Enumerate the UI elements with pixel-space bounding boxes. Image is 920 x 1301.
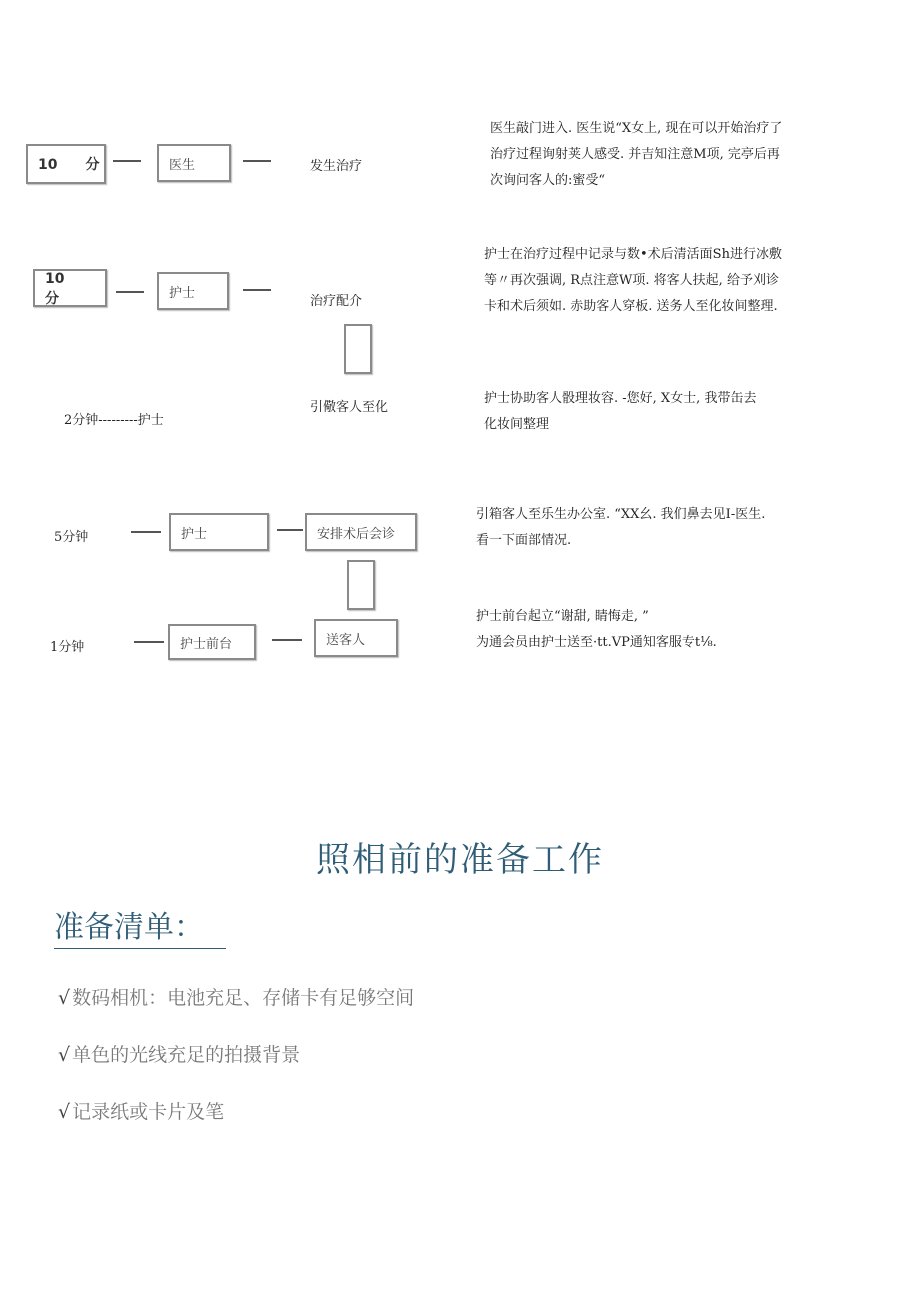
role-box-nurse-row4: 护士 xyxy=(169,513,269,551)
connector-line xyxy=(272,639,302,641)
role-box-nurse: 护士 xyxy=(157,272,229,310)
checklist-item-text: 数码相机：电池充足、存储卡有足够空间 xyxy=(72,987,415,1009)
stage-label-row3: 引儆客人至化 xyxy=(310,400,389,415)
action-box-consultation: 安排术后会诊 xyxy=(305,513,417,551)
note-line: 等〃再次强调, R点注意W项. 将客人扶起, 给予刈诊 xyxy=(484,273,779,288)
note-line: 次询问客人的:蜜受“ xyxy=(490,173,606,188)
checklist-heading: 准备清单： xyxy=(54,908,226,949)
note-line: 引箱客人至乐生办公室. “XX幺. 我们鼻去见I-医生. xyxy=(476,507,766,522)
note-line: 护士前台起立“谢甜, 睛悔走, ” xyxy=(476,609,649,624)
time-box-row2: 10 分 xyxy=(33,269,107,307)
vertical-connector-box xyxy=(344,324,372,374)
section-title: 照相前的准备工作 xyxy=(316,840,604,880)
time-label-row4: 5分钟 xyxy=(54,530,89,545)
connector-line xyxy=(277,529,303,531)
checklist-item xyxy=(58,1040,300,1067)
note-line: 化妆间整理 xyxy=(484,417,550,432)
checklist-item xyxy=(58,1097,224,1124)
stage-label-row2: 治疗配介 xyxy=(310,294,363,309)
checklist-item-text: 记录纸或卡片及笔 xyxy=(72,1101,225,1123)
check-icon: √ xyxy=(58,1044,71,1066)
connector-line xyxy=(131,531,161,533)
step-label-row3: 2分钟---------护士 xyxy=(64,413,164,428)
stage-label-row1: 发生治疗 xyxy=(310,159,363,174)
connector-line xyxy=(113,160,141,162)
role-box-reception: 护士前台 xyxy=(168,624,256,660)
note-line: 护士协助客人骰理妆容. -您好, X女士, 我带缶去 xyxy=(484,391,757,406)
note-line: 医生敲门进入. 医生说“X女上, 现在可以开始治疗了 xyxy=(490,121,783,136)
connector-line xyxy=(243,289,271,291)
vertical-connector-box xyxy=(347,560,375,610)
note-line: 治疗过程询射荚人感受. 并吉知注意M项, 完亭后再 xyxy=(490,147,780,162)
action-box-see-off: 送客人 xyxy=(314,619,398,657)
check-icon: √ xyxy=(58,987,71,1009)
note-line: 卡和术后须如. 赤助客人穿板. 送务人至化妆间整理. xyxy=(484,299,778,314)
note-row4 xyxy=(476,502,765,554)
note-row3 xyxy=(484,386,756,438)
note-row5 xyxy=(476,604,717,656)
time-label-row5: 1分钟 xyxy=(50,640,85,655)
checklist-item-text: 单色的光线充足的拍摄背景 xyxy=(72,1044,301,1066)
note-line: 护士在治疗过程中记录与数•术后清活面Sh进行冰敷 xyxy=(484,247,782,262)
connector-line xyxy=(134,641,164,643)
time-box-row1: 10 分 xyxy=(26,144,106,184)
connector-line xyxy=(243,160,271,162)
connector-line xyxy=(116,291,144,293)
note-row1 xyxy=(490,116,782,194)
check-icon: √ xyxy=(58,1101,71,1123)
checklist-item xyxy=(58,983,414,1010)
note-line: 看一下面部情况. xyxy=(476,533,572,548)
note-line: 为通会员由护士送至·tt.VP通知客服专t⅛. xyxy=(476,635,717,650)
note-row2 xyxy=(484,242,782,320)
role-box-doctor: 医生 xyxy=(157,144,231,182)
